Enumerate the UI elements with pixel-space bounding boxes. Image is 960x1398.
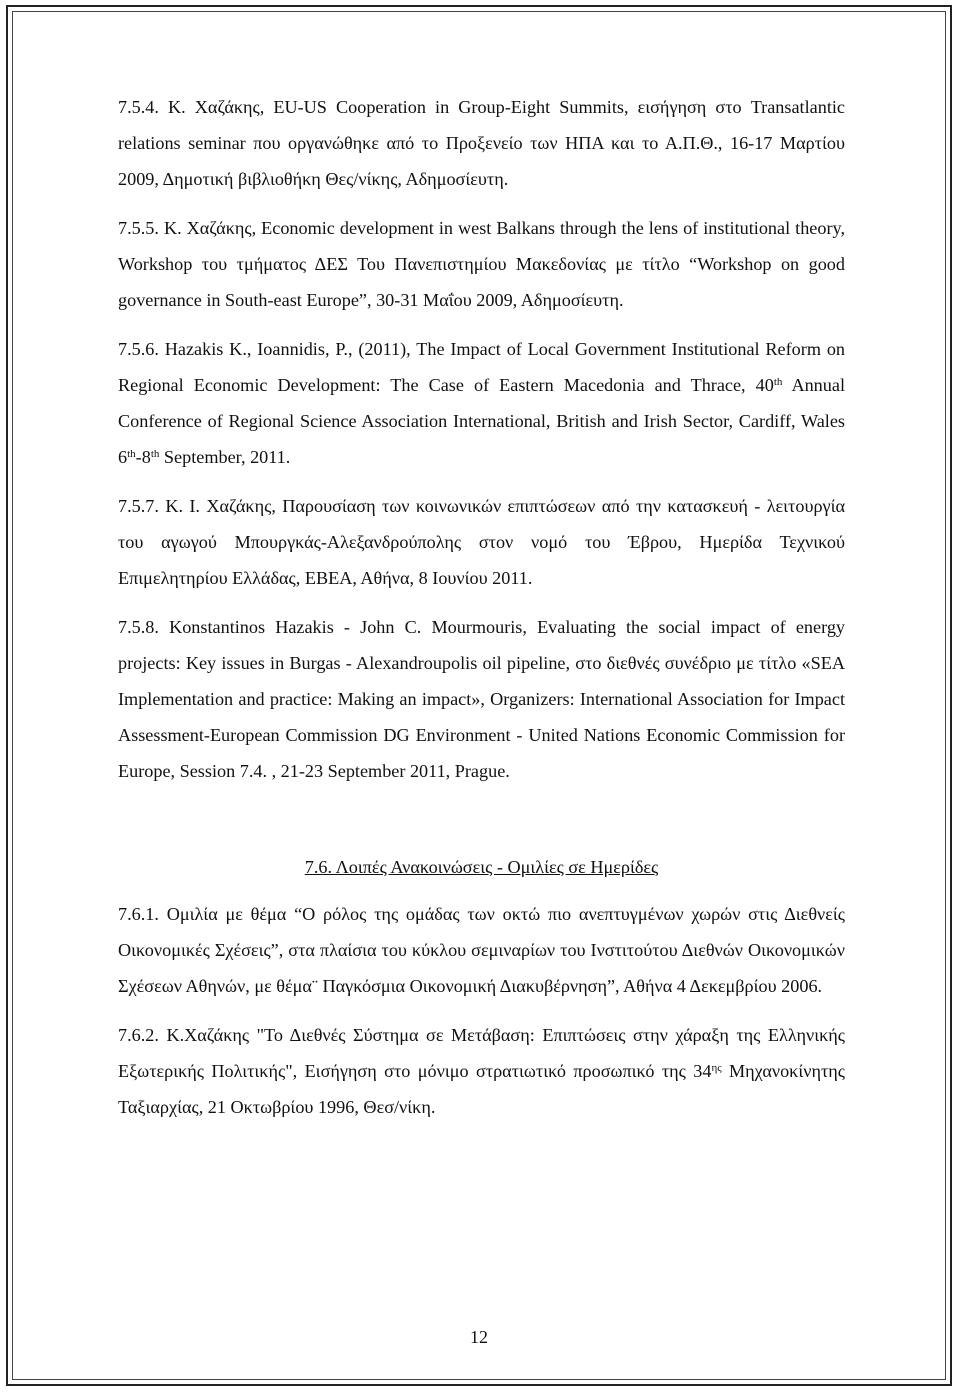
entry-text: -8 (135, 447, 151, 467)
section-heading: 7.6. Λοιπές Ανακοινώσεις - Ομιλίες σε Ημερίδες (304, 857, 659, 877)
entry-text: Κ. Χαζάκης, Economic development in west Balkans through the lens of institutional theory, Workshop του τμήματος ΔΕΣ Του Πανεπιστημίου Μακεδονίας με τίτλο “Workshop on good governance in South-east Europe”, 30-31 Μαΐου 2009, Αδημοσίευτη. (118, 218, 845, 310)
page-number: 12 (470, 1327, 488, 1347)
entry-number: 7.5.7. (118, 496, 159, 516)
entry-number: 7.6.1. (118, 904, 159, 924)
entry-number: 7.5.4. (118, 97, 159, 117)
entry-number: 7.6.2. (118, 1025, 159, 1045)
entry-7-5-8 (118, 609, 845, 789)
entry-7-6-1 (118, 896, 845, 1004)
entry-number: 7.5.5. (118, 218, 159, 238)
entry-text: September, 2011. (159, 447, 291, 467)
entry-text: Κ. Ι. Χαζάκης, Παρουσίαση των κοινωνικών επιπτώσεων από την κατασκευή - λειτουργία του αγωγού Μπουργκάς-Αλεξανδρούπολης στον νομό του Έβρου, Ημερίδα Τεχνικού Επιμελητηρίου Ελλάδας, ΕΒΕΑ, Αθήνα, 8 Ιουνίου 2011. (118, 496, 845, 588)
entry-text: Ομιλία με θέμα “Ο ρόλος της ομάδας των οκτώ πιο ανεπτυγμένων χωρών στις Διεθνείς Οικονομικές Σχέσεις”, στα πλαίσια του κύκλου σεμιναρίων του Ινστιτούτου Διεθνών Οικονομικών Σχέσεων Αθηνών, με θέμα¨ Παγκόσμια Οικονομική Διακυβέρνηση”, Αθήνα 4 Δεκεμβρίου 2006. (118, 904, 845, 996)
superscript: ης (711, 1062, 722, 1074)
entry-text: Κ. Χαζάκης, EU-US Cooperation in Group-Eight Summits, εισήγηση στο Transatlantic relations seminar που οργανώθηκε από το Προξενείο των ΗΠΑ και το Α.Π.Θ., 16-17 Μαρτίου 2009, Δημοτική βιβλιοθήκη Θες/νίκης, Αδημοσίευτη. (118, 97, 845, 189)
entry-number: 7.5.8. (118, 617, 159, 637)
entry-text: Μηχανοκίνητης Ταξιαρχίας, 21 Οκτωβρίου 1996, Θεσ/νίκη. (118, 1061, 845, 1117)
entry-7-5-7 (118, 488, 845, 596)
entry-number: 7.5.6. (118, 339, 159, 359)
entry-7-5-5 (118, 210, 845, 318)
superscript: th (127, 448, 136, 460)
entry-text: Hazakis K., Ioannidis, P., (2011), The Impact of Local Government Institutional Reform on Regional Economic Development: The Case of Eastern Macedonia and Thrace, 40 (118, 339, 846, 395)
entry-text: Konstantinos Hazakis - John C. Mourmouris, Evaluating the social impact of energy projects: Key issues in Burgas - Alexandroupolis oil pipeline, στο διεθνές συνέδριο με τίτλο «SEA Implementation and practice: Making an impact», Organizers: International Association for Impact Assessment-European Commission DG Environment - United Nations Economic Commission for Europe, Session 7.4. , 21-23 September 2011, Prague. (118, 617, 846, 781)
entry-7-5-4 (118, 89, 845, 197)
entry-text: Annual Conference of Regional Science Association International, British and Irish Sector, Cardiff, Wales 6 (118, 375, 845, 467)
entry-7-5-6 (118, 331, 845, 475)
entry-7-6-2 (118, 1017, 845, 1125)
document-page (6, 5, 952, 1386)
entry-text: Κ.Χαζάκης "Το Διεθνές Σύστημα σε Μετάβαση: Επιπτώσεις στην χάραξη της Ελληνικής Εξωτερικής Πολιτικής", Εισήγηση στο μόνιμο στρατιωτικό προσωπικό της 34 (118, 1025, 845, 1081)
superscript: th (773, 376, 783, 388)
superscript: th (150, 448, 160, 460)
page-content (118, 89, 845, 1138)
